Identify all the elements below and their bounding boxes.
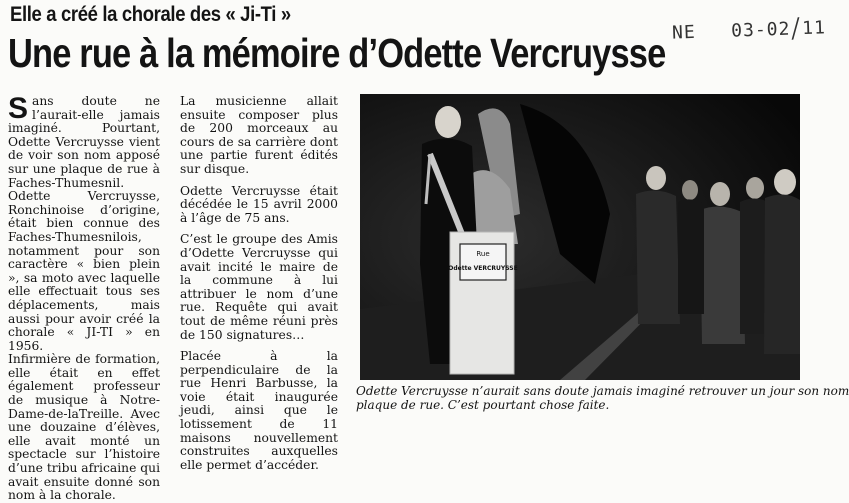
caption-line-2: plaque de rue. C’est pourtant chose faite.	[356, 398, 610, 412]
note-date: 03-02	[730, 18, 791, 42]
drop-cap: S	[8, 92, 29, 125]
inauguration-photo	[360, 94, 800, 380]
headline: Une rue à la mémoire d’Odette Vercruysse	[8, 30, 666, 76]
article-paragraph: La musicienne allait ensuite composer plus de 200 morceaux au cours de sa carrière dont une partie furent édités sur disque.	[180, 94, 338, 176]
article-paragraph: Sans doute ne l’aurait-elle jamais imaginé. Pourtant, Odette Vercruysse vient de voir son nom apposé sur une plaque de rue à Faches-Thumesnil.	[8, 92, 160, 190]
caption-line-1: Odette Vercruysse n’aurait sans doute jamais imaginé retrouver un jour son nom	[356, 384, 849, 398]
article-paragraph: Infirmière de formation, elle était en effet également professeur de musique à Notre-Dame-de-laTreille. Avec une douzaine d’élèves, elle avait monté un spectacle sur l’histoire d’une tribu africaine qui avait ensuite donné son nom à la chorale.	[8, 352, 160, 503]
article-paragraph: C’est le groupe des Amis d’Odette Vercruysse qui avait incité le maire de la commune à lui attribuer le nom d’une rue. Requête qui avait tout de même réuni près de 150 signatures…	[180, 232, 338, 342]
note-year: 11	[801, 17, 827, 40]
photo-caption	[356, 384, 849, 412]
article-paragraph: Placée à la perpendiculaire de la rue Henri Barbusse, la voie était inaugurée jeudi, ainsi que le lotissement de 11 maisons nouvellement construites auxquelles elle permet d’accéder.	[180, 349, 338, 472]
article-paragraph: Odette Vercruysse était décédée le 15 avril 2000 à l’âge de 75 ans.	[180, 183, 338, 225]
photo-illustration	[360, 94, 800, 380]
article-paragraph: Odette Vercruysse, Ronchinoise d’origine, était bien connue des Faches-Thumesnilois, notamment pour son caractère « bien plein », sa moto avec laquelle elle effectuait tous ses déplacements, mais aussi pour avoir créé la chorale « JI-TI » en 1956.	[8, 189, 160, 353]
note-code: NE	[671, 21, 697, 44]
handwritten-note: NE 03-02/11	[671, 12, 827, 45]
street-sign-line1: Rue	[476, 250, 490, 258]
street-sign-line2: Odette VERCRUYSSE	[448, 265, 518, 272]
article-column-1	[8, 92, 160, 503]
kicker: Elle a créé la chorale des « Ji-Ti »	[10, 3, 291, 26]
article-column-2	[180, 95, 338, 480]
